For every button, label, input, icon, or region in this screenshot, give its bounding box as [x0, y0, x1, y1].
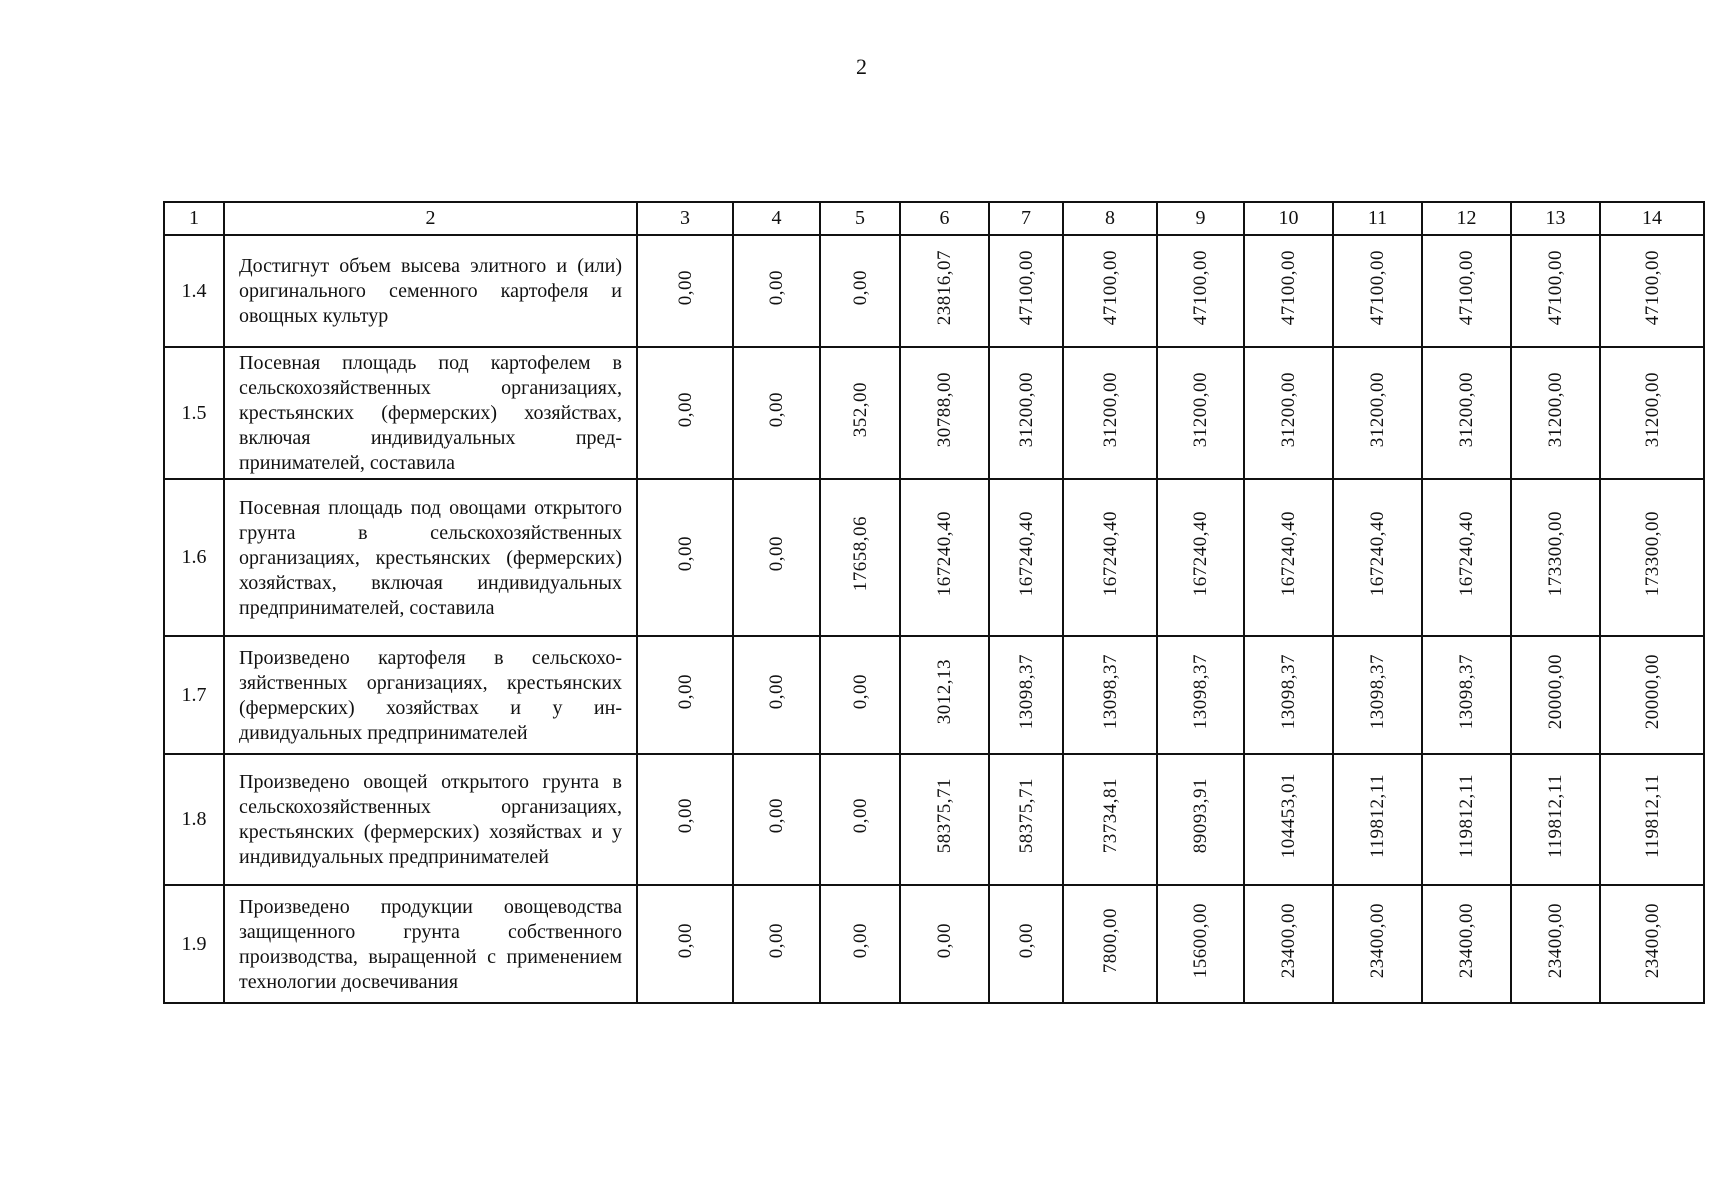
- value-cell: [900, 754, 989, 885]
- value-text: 0,00: [674, 922, 696, 959]
- value-cell: [1333, 885, 1422, 1003]
- value-cell: [1511, 885, 1600, 1003]
- value-cell: [1063, 636, 1157, 754]
- value-cell: [1600, 885, 1704, 1003]
- value-cell: [820, 885, 900, 1003]
- value-text: 13098,37: [1190, 653, 1211, 730]
- value-cell: [1333, 347, 1422, 479]
- value-text: 58375,71: [934, 778, 955, 854]
- value-text: 13098,37: [1456, 653, 1477, 730]
- value-cell: [1600, 636, 1704, 754]
- header-cell: 2: [224, 202, 637, 235]
- row-number: 1.8: [164, 754, 224, 885]
- table-row: [164, 235, 1704, 347]
- row-number: 1.7: [164, 636, 224, 754]
- value-cell: [900, 636, 989, 754]
- table-row: [164, 885, 1704, 1003]
- row-number: 1.9: [164, 885, 224, 1003]
- value-text: 23400,00: [1278, 902, 1299, 979]
- indicator-table: [163, 201, 1705, 1004]
- value-cell: [637, 754, 733, 885]
- value-cell: [900, 347, 989, 479]
- value-cell: [900, 479, 989, 636]
- value-cell: [637, 885, 733, 1003]
- value-cell: [1600, 479, 1704, 636]
- value-text: 0,00: [1015, 922, 1037, 959]
- value-cell: [733, 235, 820, 347]
- row-number: 1.5: [164, 347, 224, 479]
- value-text: 0,00: [674, 673, 696, 710]
- value-cell: [1600, 347, 1704, 479]
- row-description: Произведено продукции овощеводства защищенного грунта собственного производства, выращенной с применением технологии досвечивания: [224, 885, 637, 1003]
- row-number: 1.4: [164, 235, 224, 347]
- value-text: 31200,00: [1015, 371, 1037, 448]
- value-text: 20000,00: [1641, 653, 1663, 730]
- value-text: 47100,00: [1278, 249, 1299, 326]
- value-cell: [1063, 885, 1157, 1003]
- value-text: 7800,00: [1099, 907, 1121, 974]
- value-cell: [1422, 754, 1511, 885]
- value-text: 31200,00: [1641, 371, 1663, 448]
- value-cell: [1157, 479, 1244, 636]
- value-text: 47100,00: [1190, 249, 1211, 326]
- header-cell: 9: [1157, 202, 1244, 235]
- value-text: 31200,00: [1099, 371, 1121, 448]
- header-cell: 10: [1244, 202, 1333, 235]
- value-text: 0,00: [766, 922, 787, 959]
- value-cell: [1244, 479, 1333, 636]
- value-cell: [1157, 754, 1244, 885]
- row-description: Произведено картофеля в сельскохозяйственных организациях, крестьянских (фермерских) хозяйствах и у индивидуальных предпринимателей: [224, 636, 637, 754]
- value-text: 104453,01: [1278, 773, 1299, 859]
- value-cell: [637, 479, 733, 636]
- value-cell: [900, 885, 989, 1003]
- value-cell: [733, 885, 820, 1003]
- value-text: 167240,40: [1456, 511, 1477, 597]
- value-text: 0,00: [766, 798, 787, 834]
- value-cell: [733, 636, 820, 754]
- value-cell: [1157, 636, 1244, 754]
- value-cell: [1422, 885, 1511, 1003]
- value-text: 13098,37: [1099, 653, 1121, 730]
- value-cell: [989, 636, 1063, 754]
- header-cell: 3: [637, 202, 733, 235]
- table-row: [164, 347, 1704, 479]
- value-text: 31200,00: [1367, 371, 1388, 448]
- value-cell: [1422, 347, 1511, 479]
- value-text: 0,00: [766, 536, 787, 572]
- value-cell: [1333, 479, 1422, 636]
- value-text: 0,00: [674, 536, 696, 572]
- value-text: 47100,00: [1545, 249, 1566, 326]
- value-cell: [1422, 479, 1511, 636]
- value-cell: [820, 347, 900, 479]
- value-text: 173300,00: [1641, 511, 1663, 597]
- value-cell: [820, 754, 900, 885]
- header-cell: 11: [1333, 202, 1422, 235]
- value-text: 0,00: [674, 391, 696, 428]
- value-cell: [820, 479, 900, 636]
- value-cell: [1063, 754, 1157, 885]
- value-text: 0,00: [766, 391, 787, 428]
- value-cell: [637, 235, 733, 347]
- value-text: 0,00: [849, 269, 871, 306]
- value-cell: [1244, 235, 1333, 347]
- value-cell: [1333, 754, 1422, 885]
- header-cell: 5: [820, 202, 900, 235]
- page-number: 2: [856, 54, 867, 79]
- value-cell: [1063, 235, 1157, 347]
- value-text: 0,00: [674, 269, 696, 306]
- value-text: 0,00: [766, 673, 787, 710]
- table-row: [164, 636, 1704, 754]
- value-cell: [1511, 347, 1600, 479]
- value-text: 23400,00: [1456, 902, 1477, 979]
- value-cell: [1244, 636, 1333, 754]
- value-text: 0,00: [934, 922, 955, 959]
- header-cell: 4: [733, 202, 820, 235]
- value-text: 167240,40: [1367, 511, 1388, 597]
- value-text: 0,00: [849, 798, 871, 834]
- value-text: 31200,00: [1190, 371, 1211, 448]
- value-text: 47100,00: [1641, 249, 1663, 326]
- value-cell: [900, 235, 989, 347]
- value-cell: [1157, 885, 1244, 1003]
- value-text: 119812,11: [1641, 774, 1663, 858]
- value-text: 47100,00: [1099, 249, 1121, 326]
- value-text: 31200,00: [1545, 371, 1566, 448]
- value-text: 167240,40: [1190, 511, 1211, 597]
- row-description: Посевная площадь под овощами открытого грунта в сельскохозяйственных организациях, крестьянских (фермерских) хозяйствах, включая индивидуальных предпринимателей, составила: [224, 479, 637, 636]
- value-text: 352,00: [849, 381, 871, 438]
- value-cell: [1333, 235, 1422, 347]
- value-text: 47100,00: [1015, 249, 1037, 326]
- value-text: 13098,37: [1015, 653, 1037, 730]
- value-cell: [1422, 235, 1511, 347]
- value-cell: [1511, 235, 1600, 347]
- value-cell: [1333, 636, 1422, 754]
- header-cell: 6: [900, 202, 989, 235]
- row-description: Посевная площадь под картофелем в сельскохозяйственных организациях, крестьянских (фермерских) хозяйствах, включая индивидуальных предпринимателей, составила: [224, 347, 637, 479]
- value-cell: [733, 754, 820, 885]
- value-text: 17658,06: [849, 516, 871, 592]
- table-row: [164, 754, 1704, 885]
- value-cell: [733, 347, 820, 479]
- value-cell: [1511, 636, 1600, 754]
- value-text: 20000,00: [1545, 653, 1566, 730]
- value-cell: [1157, 235, 1244, 347]
- header-cell: 7: [989, 202, 1063, 235]
- value-text: 31200,00: [1278, 371, 1299, 448]
- row-number: 1.6: [164, 479, 224, 636]
- value-cell: [1511, 479, 1600, 636]
- value-text: 3012,13: [934, 658, 955, 725]
- value-cell: [733, 479, 820, 636]
- value-cell: [1157, 347, 1244, 479]
- table-row: [164, 479, 1704, 636]
- value-cell: [989, 347, 1063, 479]
- value-text: 167240,40: [1015, 511, 1037, 597]
- value-text: 167240,40: [1278, 511, 1299, 597]
- value-text: 47100,00: [1367, 249, 1388, 326]
- header-row: [164, 202, 1704, 235]
- header-cell: 14: [1600, 202, 1704, 235]
- value-text: 47100,00: [1456, 249, 1477, 326]
- value-text: 58375,71: [1015, 778, 1037, 854]
- value-text: 23400,00: [1545, 902, 1566, 979]
- value-cell: [989, 235, 1063, 347]
- value-text: 30788,00: [934, 371, 955, 448]
- value-cell: [1600, 235, 1704, 347]
- value-text: 167240,40: [934, 511, 955, 597]
- value-cell: [989, 479, 1063, 636]
- value-text: 23816,07: [934, 249, 955, 326]
- value-text: 13098,37: [1367, 653, 1388, 730]
- value-text: 23400,00: [1641, 902, 1663, 979]
- value-text: 31200,00: [1456, 371, 1477, 448]
- value-cell: [1063, 347, 1157, 479]
- value-cell: [820, 636, 900, 754]
- value-cell: [1244, 885, 1333, 1003]
- value-text: 13098,37: [1278, 653, 1299, 730]
- value-cell: [637, 636, 733, 754]
- value-text: 89093,91: [1190, 778, 1211, 854]
- header-cell: 1: [164, 202, 224, 235]
- value-text: 119812,11: [1367, 774, 1388, 858]
- value-text: 23400,00: [1367, 902, 1388, 979]
- value-cell: [1422, 636, 1511, 754]
- header-cell: 8: [1063, 202, 1157, 235]
- value-text: 0,00: [849, 922, 871, 959]
- row-description: Произведено овощей открытого грунта в сельскохозяйственных организациях, крестьянских (фермерских) хозяйствах и у индивидуальных предпринимателей: [224, 754, 637, 885]
- value-text: 119812,11: [1456, 774, 1477, 858]
- value-text: 15600,00: [1190, 902, 1211, 979]
- value-cell: [1600, 754, 1704, 885]
- value-cell: [989, 885, 1063, 1003]
- value-text: 173300,00: [1545, 511, 1566, 597]
- value-text: 0,00: [674, 798, 696, 834]
- value-cell: [1511, 754, 1600, 885]
- value-cell: [989, 754, 1063, 885]
- value-cell: [1244, 347, 1333, 479]
- value-cell: [637, 347, 733, 479]
- header-cell: 12: [1422, 202, 1511, 235]
- value-cell: [1244, 754, 1333, 885]
- value-text: 0,00: [849, 673, 871, 710]
- row-description: Достигнут объем высева элитного и (или) оригинального семенного картофеля и овощных культур: [224, 235, 637, 347]
- value-text: 167240,40: [1099, 511, 1121, 597]
- value-cell: [1063, 479, 1157, 636]
- value-text: 73734,81: [1099, 778, 1121, 854]
- value-text: 119812,11: [1545, 774, 1566, 858]
- value-text: 0,00: [766, 269, 787, 306]
- header-cell: 13: [1511, 202, 1600, 235]
- value-cell: [820, 235, 900, 347]
